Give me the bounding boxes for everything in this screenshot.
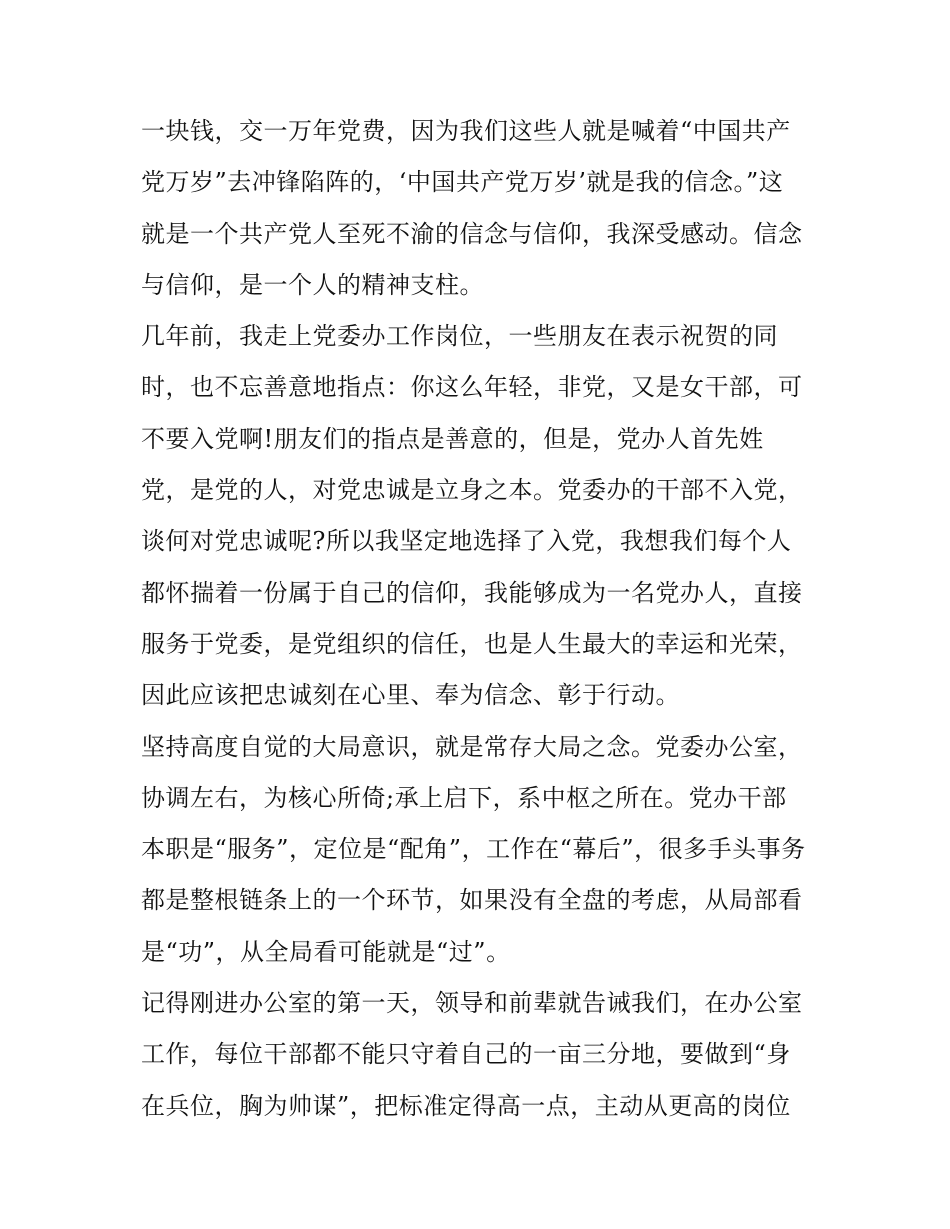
text-line: 都是整根链条上的一个环节，如果没有全盘的考虑，从局部看 [141,886,803,915]
text-line: 是“功”，从全局看可能就是“过”。 [141,937,511,966]
text-line: 本职是“服务”，定位是“配角”，工作在“幕后”，很多手头事务 [141,835,806,864]
text-line: 一块钱，交一万年党费，因为我们这些人就是喊着“中国共产 [141,117,791,145]
text-line: 服务于党委，是党组织的信任，也是人生最大的幸运和光荣， [141,629,803,658]
text-line: 在兵位，胸为帅谋”，把标准定得高一点，主动从更高的岗位 [141,1091,791,1120]
body-text [141,106,831,1132]
text-line: 党万岁”去冲锋陷阵的，‘中国共产党万岁’就是我的信念。”这 [141,168,784,197]
text-line: 就是一个共产党人至死不渝的信念与信仰，我深受感动。信念 [141,219,803,248]
text-line: 记得刚进办公室的第一天，领导和前辈就告诫我们，在办公室 [141,989,803,1018]
text-line: 与信仰，是一个人的精神支柱。 [141,270,484,299]
text-line: 都怀揣着一份属于自己的信仰，我能够成为一名党办人，直接 [141,578,803,607]
text-line: 时，也不忘善意地指点：你这么年轻，非党，又是女干部，可 [141,373,803,402]
text-line: 谈何对党忠诚呢?所以我坚定地选择了入党，我想我们每个人 [141,527,792,556]
text-line: 坚持高度自觉的大局意识，就是常存大局之念。党委办公室， [141,732,803,761]
text-line: 因此应该把忠诚刻在心里、奉为信念、彰于行动。 [141,681,680,710]
text-line: 几年前，我走上党委办工作岗位，一些朋友在表示祝贺的同 [141,322,778,351]
text-line: 工作，每位干部都不能只守着自己的一亩三分地，要做到“身 [141,1040,791,1069]
text-line: 党，是党的人，对党忠诚是立身之本。党委办的干部不入党， [141,476,803,505]
text-line: 协调左右，为核心所倚;承上启下，系中枢之所在。党办干部 [141,783,787,812]
text-line: 不要入党啊!朋友们的指点是善意的，但是，党办人首先姓 [141,424,764,453]
